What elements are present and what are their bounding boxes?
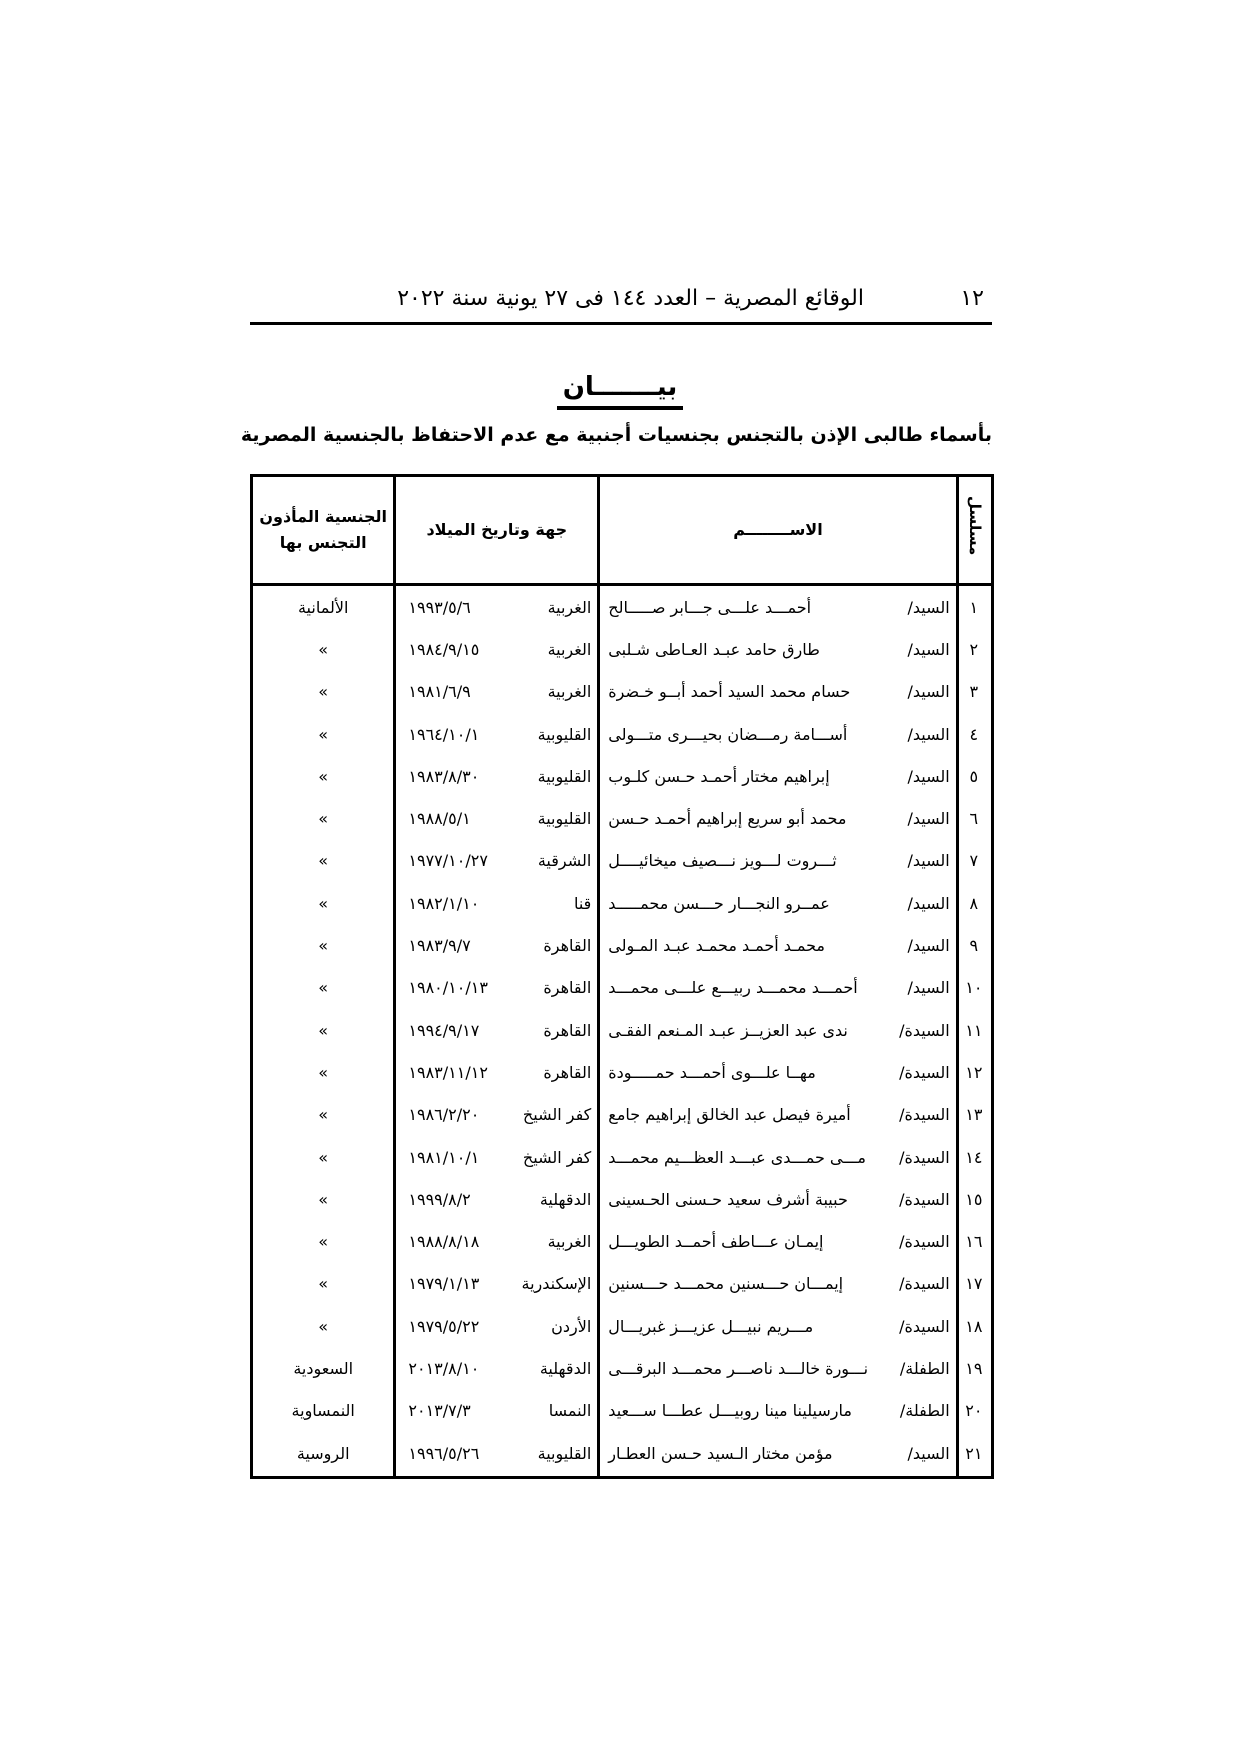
- nationality: »: [318, 809, 329, 829]
- cell-serial: ١٧: [957, 1263, 992, 1305]
- birth-place: الغربية: [547, 639, 592, 659]
- cell-serial: ٨: [957, 882, 992, 924]
- table-row: [252, 713, 993, 755]
- cell-birth: [395, 1051, 599, 1093]
- document-title-text: بيـــــــان: [557, 372, 684, 410]
- person-title: السيد/: [907, 766, 950, 786]
- cell-name: [599, 671, 957, 713]
- cell-name: [599, 585, 957, 629]
- birth-date: ٢٠١٣/٨/١٠: [408, 1358, 480, 1378]
- table-row: [252, 1347, 993, 1389]
- cell-name: [599, 1051, 957, 1093]
- roster-table-wrapper: [250, 474, 994, 1479]
- nationality: »: [318, 1316, 329, 1336]
- birth-date: ١٩٩٤/٩/١٧: [408, 1020, 480, 1040]
- birth-date: ١٩٧٩/٥/٢٢: [408, 1316, 480, 1336]
- cell-serial: ١٦: [957, 1220, 992, 1262]
- cell-birth: [395, 1009, 599, 1051]
- person-name: طارق حامد عبـد العـاطى شـلبى: [608, 639, 820, 659]
- birth-place: كفر الشيخ: [522, 1105, 592, 1125]
- table-row: [252, 1432, 993, 1478]
- table-row: [252, 1009, 993, 1051]
- cell-birth: [395, 628, 599, 670]
- cell-birth: [395, 755, 599, 797]
- cell-name: [599, 713, 957, 755]
- person-title: السيد/: [907, 851, 950, 871]
- person-name: إيمـان عـــاطف أحمــد الطويـــل: [608, 1232, 824, 1252]
- cell-serial: ٢٠: [957, 1390, 992, 1432]
- person-name: مؤمن مختار الـسيد حـسن العطـار: [608, 1444, 833, 1464]
- birth-date: ١٩٨٣/٨/٣٠: [408, 766, 480, 786]
- birth-place: القليوبية: [537, 1444, 592, 1464]
- cell-nationality: [252, 1094, 395, 1136]
- cell-nationality: [252, 1136, 395, 1178]
- nationality: »: [318, 1189, 329, 1209]
- table-row: [252, 628, 993, 670]
- nationality: »: [318, 893, 329, 913]
- cell-nationality: [252, 840, 395, 882]
- cell-name: [599, 1347, 957, 1389]
- birth-place: القاهرة: [543, 1020, 592, 1040]
- birth-place: القليوبية: [537, 809, 592, 829]
- birth-place: الأردن: [551, 1316, 592, 1336]
- cell-serial: ٩: [957, 924, 992, 966]
- cell-name: [599, 840, 957, 882]
- cell-nationality: [252, 628, 395, 670]
- birth-place: القاهرة: [543, 1062, 592, 1082]
- person-title: السيدة/: [899, 1105, 950, 1125]
- cell-serial: ٢: [957, 628, 992, 670]
- nationality: »: [318, 1232, 329, 1252]
- cell-serial: ١٢: [957, 1051, 992, 1093]
- header-name: الاســــــــم: [599, 476, 957, 585]
- person-name: مارسيلينا مينا روبيـــل عطـــا ســـعيد: [608, 1401, 852, 1421]
- cell-name: [599, 797, 957, 839]
- person-name: أســـامة رمـــضان بحيـــرى متـــولى: [608, 724, 848, 744]
- cell-birth: [395, 713, 599, 755]
- nationality: »: [318, 1105, 329, 1125]
- person-title: الطفلة/: [899, 1401, 950, 1421]
- cell-birth: [395, 585, 599, 629]
- table-row: [252, 797, 993, 839]
- person-title: السيدة/: [899, 1232, 950, 1252]
- table-row: [252, 1178, 993, 1220]
- cell-name: [599, 1136, 957, 1178]
- birth-date: ١٩٦٤/١٠/١: [408, 724, 480, 744]
- birth-date: ١٩٨٢/١/١٠: [408, 893, 480, 913]
- cell-serial: ١٤: [957, 1136, 992, 1178]
- cell-serial: ١٠: [957, 967, 992, 1009]
- header-nationality-line2: التجنس بها: [279, 533, 367, 552]
- cell-nationality: [252, 713, 395, 755]
- birth-place: القاهرة: [543, 936, 592, 956]
- person-title: السيد/: [907, 639, 950, 659]
- person-name: حسام محمد السيد أحمد أبــو خـضرة: [608, 682, 851, 702]
- cell-nationality: [252, 1347, 395, 1389]
- cell-nationality: [252, 585, 395, 629]
- birth-place: الدقهلية: [539, 1358, 592, 1378]
- nationality: النمساوية: [291, 1401, 355, 1421]
- birth-date: ١٩٩٩/٨/٢: [408, 1189, 471, 1209]
- cell-birth: [395, 797, 599, 839]
- header-birth: جهة وتاريخ الميلاد: [395, 476, 599, 585]
- table-row: [252, 967, 993, 1009]
- cell-birth: [395, 924, 599, 966]
- person-title: السيدة/: [899, 1316, 950, 1336]
- birth-place: الغربية: [547, 597, 592, 617]
- person-name: أميرة فيصل عبد الخالق إبراهيم جامع: [608, 1105, 851, 1125]
- cell-birth: [395, 1347, 599, 1389]
- cell-serial: ٥: [957, 755, 992, 797]
- cell-name: [599, 628, 957, 670]
- cell-serial: ١: [957, 585, 992, 629]
- person-name: ثـــروت لـــويز نـــصيف ميخائيــــل: [608, 851, 837, 871]
- cell-birth: [395, 1263, 599, 1305]
- nationality: »: [318, 639, 329, 659]
- table-row: [252, 1136, 993, 1178]
- table-body: [252, 585, 993, 1478]
- person-title: السيدة/: [899, 1062, 950, 1082]
- nationality: »: [318, 1274, 329, 1294]
- table-row: [252, 1051, 993, 1093]
- page-number: ١٢: [960, 286, 984, 311]
- person-name: مـــريم نبيـــل عزيـــز غبريـــال: [608, 1316, 814, 1336]
- cell-nationality: [252, 797, 395, 839]
- birth-date: ١٩٧٩/١/١٣: [408, 1274, 480, 1294]
- birth-date: ١٩٨١/٦/٩: [408, 682, 471, 702]
- cell-birth: [395, 1178, 599, 1220]
- nationality: »: [318, 1020, 329, 1040]
- birth-date: ١٩٨٣/٩/٧: [408, 936, 471, 956]
- cell-serial: ٤: [957, 713, 992, 755]
- table-row: [252, 1094, 993, 1136]
- cell-serial: ١٣: [957, 1094, 992, 1136]
- person-name: أحمـــد علـــى جـــابر صـــــالح: [608, 597, 812, 617]
- birth-date: ١٩٨٠/١٠/١٣: [408, 978, 488, 998]
- person-name: محمـد أحمـد محمـد عبـد المـولى: [608, 936, 825, 956]
- cell-serial: ١٨: [957, 1305, 992, 1347]
- cell-name: [599, 882, 957, 924]
- table-row: [252, 1305, 993, 1347]
- table-header-row: [252, 476, 993, 585]
- cell-nationality: [252, 924, 395, 966]
- cell-serial: ٦: [957, 797, 992, 839]
- birth-date: ١٩٩٣/٥/٦: [408, 597, 471, 617]
- nationality: »: [318, 936, 329, 956]
- cell-nationality: [252, 1220, 395, 1262]
- table-row: [252, 671, 993, 713]
- cell-serial: ٢١: [957, 1432, 992, 1478]
- table-row: [252, 1390, 993, 1432]
- cell-serial: ١١: [957, 1009, 992, 1051]
- table-row: [252, 882, 993, 924]
- birth-place: الإسكندرية: [521, 1274, 592, 1294]
- cell-birth: [395, 1094, 599, 1136]
- cell-nationality: [252, 755, 395, 797]
- birth-date: ١٩٨٨/٥/١: [408, 809, 471, 829]
- person-name: مـــى حمـــدى عبـــد العظـــيم محمـــد: [608, 1147, 866, 1167]
- birth-date: ١٩٨٦/٢/٢٠: [408, 1105, 480, 1125]
- cell-nationality: [252, 1390, 395, 1432]
- cell-nationality: [252, 1432, 395, 1478]
- person-title: السيدة/: [899, 1020, 950, 1040]
- nationality: »: [318, 851, 329, 871]
- birth-date: ١٩٨١/١٠/١: [408, 1147, 480, 1167]
- cell-name: [599, 1220, 957, 1262]
- cell-nationality: [252, 1051, 395, 1093]
- birth-place: الغربية: [547, 1232, 592, 1252]
- birth-place: القاهرة: [543, 978, 592, 998]
- nationality: »: [318, 682, 329, 702]
- person-title: الطفلة/: [899, 1358, 950, 1378]
- roster-table: [250, 474, 994, 1479]
- cell-birth: [395, 882, 599, 924]
- cell-birth: [395, 967, 599, 1009]
- person-name: مهــا علـــوى أحمـــد حمـــــودة: [608, 1062, 816, 1082]
- cell-nationality: [252, 1263, 395, 1305]
- nationality: الروسية: [296, 1444, 350, 1464]
- birth-place: قنا: [573, 893, 592, 913]
- cell-nationality: [252, 1009, 395, 1051]
- header-serial: [957, 476, 992, 585]
- person-title: السيد/: [907, 809, 950, 829]
- table-row: [252, 755, 993, 797]
- person-title: السيد/: [907, 724, 950, 744]
- birth-date: ٢٠١٣/٧/٣: [408, 1401, 471, 1421]
- cell-nationality: [252, 671, 395, 713]
- cell-birth: [395, 1432, 599, 1478]
- cell-name: [599, 1390, 957, 1432]
- person-name: ندى عبد العزيــز عبـد المـنعم الفقـى: [608, 1020, 848, 1040]
- person-name: إبراهيم مختار أحمـد حـسن كلـوب: [608, 766, 830, 786]
- person-name: إيمـــان حـــسنين محمـــد حـــسنين: [608, 1274, 844, 1294]
- table-row: [252, 924, 993, 966]
- cell-name: [599, 755, 957, 797]
- birth-place: القليوبية: [537, 766, 592, 786]
- birth-date: ١٩٨٨/٨/١٨: [408, 1232, 480, 1252]
- birth-place: كفر الشيخ: [522, 1147, 592, 1167]
- cell-nationality: [252, 1305, 395, 1347]
- birth-date: ١٩٧٧/١٠/٢٧: [408, 851, 488, 871]
- cell-serial: ٣: [957, 671, 992, 713]
- birth-place: النمسا: [548, 1401, 592, 1421]
- document-subtitle: بأسماء طالبى الإذن بالتجنس بجنسيات أجنبية مع عدم الاحتفاظ بالجنسية المصرية: [240, 424, 992, 446]
- person-title: السيد/: [907, 978, 950, 998]
- document-title: [0, 372, 1240, 402]
- person-title: السيد/: [907, 1444, 950, 1464]
- header-nationality-line1: الجنسية المأذون: [259, 507, 388, 526]
- cell-birth: [395, 1220, 599, 1262]
- cell-birth: [395, 840, 599, 882]
- person-name: نـــورة خالـــد ناصـــر محمـــد البرقـــى: [608, 1358, 869, 1378]
- person-name: محمد أبو سريع إبراهيم أحمـد حـسن: [608, 809, 847, 829]
- person-name: حبيبة أشرف سعيد حـسنى الحـسينى: [608, 1189, 848, 1209]
- cell-name: [599, 924, 957, 966]
- cell-name: [599, 967, 957, 1009]
- page-header: [250, 282, 992, 325]
- cell-nationality: [252, 967, 395, 1009]
- cell-name: [599, 1263, 957, 1305]
- birth-date: ١٩٨٤/٩/١٥: [408, 639, 480, 659]
- nationality: »: [318, 724, 329, 744]
- nationality: الألمانية: [297, 597, 349, 617]
- table-row: [252, 840, 993, 882]
- nationality: »: [318, 1147, 329, 1167]
- birth-place: الدقهلية: [539, 1189, 592, 1209]
- cell-name: [599, 1009, 957, 1051]
- person-title: السيد/: [907, 893, 950, 913]
- person-name: أحمـــد محمـــد ربيـــع علـــى محمـــد: [608, 978, 858, 998]
- cell-birth: [395, 671, 599, 713]
- birth-place: الشرقية: [537, 851, 592, 871]
- person-name: عمــرو النجـــار حـــسن محمـــــد: [608, 893, 830, 913]
- cell-name: [599, 1094, 957, 1136]
- cell-name: [599, 1305, 957, 1347]
- table-row: [252, 1220, 993, 1262]
- person-title: السيدة/: [899, 1274, 950, 1294]
- birth-place: القليوبية: [537, 724, 592, 744]
- nationality: »: [318, 1062, 329, 1082]
- cell-serial: ١٥: [957, 1178, 992, 1220]
- birth-place: الغربية: [547, 682, 592, 702]
- person-title: السيدة/: [899, 1147, 950, 1167]
- cell-name: [599, 1178, 957, 1220]
- nationality: السعودية: [293, 1358, 354, 1378]
- header-nationality: [252, 476, 395, 585]
- person-title: السيد/: [907, 936, 950, 956]
- cell-birth: [395, 1136, 599, 1178]
- table-row: [252, 1263, 993, 1305]
- birth-date: ١٩٩٦/٥/٢٦: [408, 1444, 480, 1464]
- birth-date: ١٩٨٣/١١/١٢: [408, 1062, 488, 1082]
- table-row: [252, 585, 993, 629]
- cell-serial: ٧: [957, 840, 992, 882]
- cell-birth: [395, 1390, 599, 1432]
- cell-nationality: [252, 882, 395, 924]
- nationality: »: [318, 978, 329, 998]
- person-title: السيدة/: [899, 1189, 950, 1209]
- person-title: السيد/: [907, 597, 950, 617]
- cell-birth: [395, 1305, 599, 1347]
- cell-name: [599, 1432, 957, 1478]
- nationality: »: [318, 766, 329, 786]
- journal-title: الوقائع المصرية – العدد ١٤٤ فى ٢٧ يونية سنة ٢٠٢٢: [397, 286, 864, 311]
- header-serial-label: مسلسل: [965, 496, 984, 556]
- cell-serial: ١٩: [957, 1347, 992, 1389]
- person-title: السيد/: [907, 682, 950, 702]
- cell-nationality: [252, 1178, 395, 1220]
